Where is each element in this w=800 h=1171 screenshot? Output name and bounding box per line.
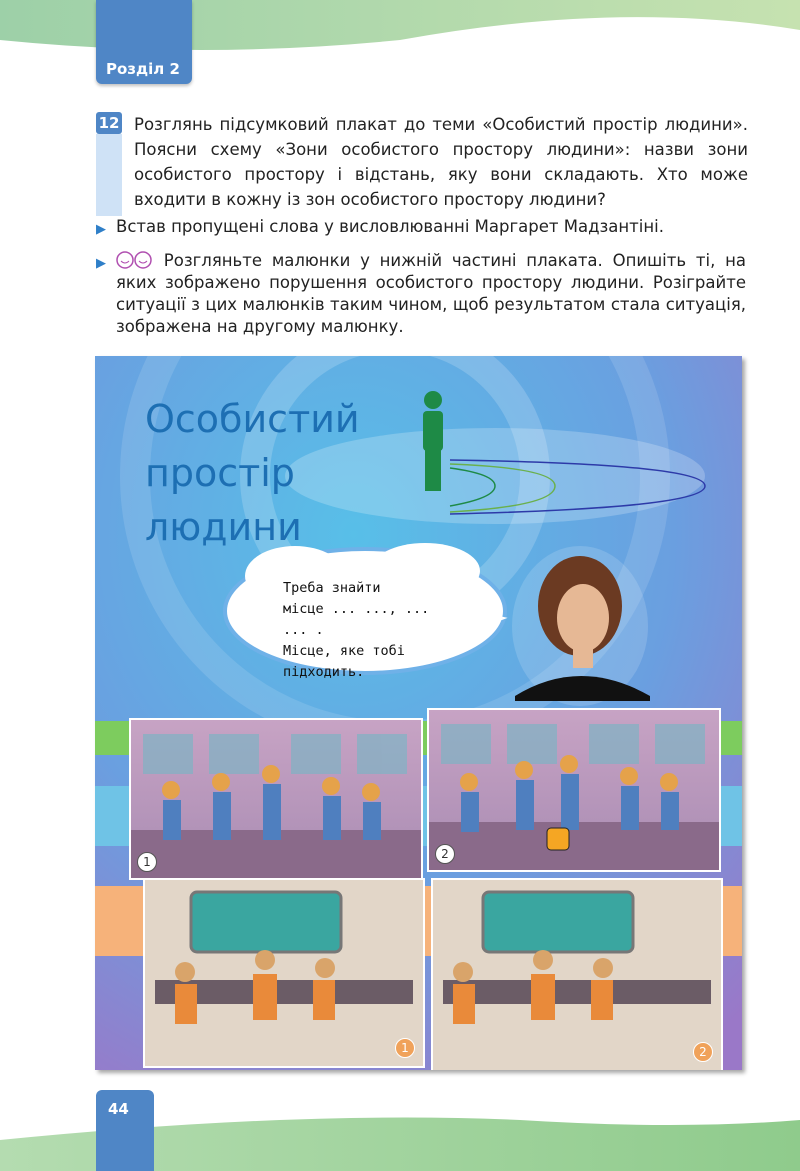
section-label: Розділ 2 — [106, 60, 180, 78]
bullet-text: Розгляньте малюнки у нижній частині плаката. Опишіть ті, на яких зображено порушення особистого простору людини. Розіграйте ситуації з цих малюнків таким чином, щоб результатом стала ситуація, зображена на другому малюнку. — [116, 251, 747, 336]
speech-text: Треба знайти місце ... ..., ... ... . Місце, яке тобі підходить. — [283, 580, 430, 680]
bus-scene-illustration — [427, 708, 721, 872]
poster — [95, 356, 742, 1070]
task-text: Розглянь підсумковий плакат до теми «Особистий простір людини». Поясни схему «Зони особистого простору людини»: назви зони особистого простору і відстань, яку вони складають. Хто може входити в кожну із зон особистого простору людини? — [134, 115, 748, 209]
pair-smiley-icon — [116, 251, 154, 269]
metro-scene-illustration — [431, 878, 723, 1070]
triangle-bullet-icon: ▶ — [96, 256, 106, 271]
page-number-tab — [96, 1090, 154, 1171]
bullet-item — [96, 250, 746, 338]
section-tab — [96, 0, 192, 84]
page-number: 44 — [108, 1100, 129, 1118]
bus-scene-illustration — [129, 718, 423, 880]
task-number-bar — [96, 134, 122, 216]
bullet-item — [96, 216, 746, 238]
poster-title: Особистий простір людини — [145, 397, 360, 549]
metro-scene-illustration — [143, 878, 425, 1068]
scene-number: 2 — [435, 844, 455, 864]
scene-number: 1 — [137, 852, 157, 872]
scene-number: 1 — [395, 1038, 415, 1058]
triangle-bullet-icon: ▶ — [96, 222, 106, 237]
task-number: 12 — [96, 112, 122, 134]
bullet-text: Встав пропущені слова у висловлюванні Маргарет Мадзантіні. — [116, 217, 664, 236]
scene-number: 2 — [693, 1042, 713, 1062]
